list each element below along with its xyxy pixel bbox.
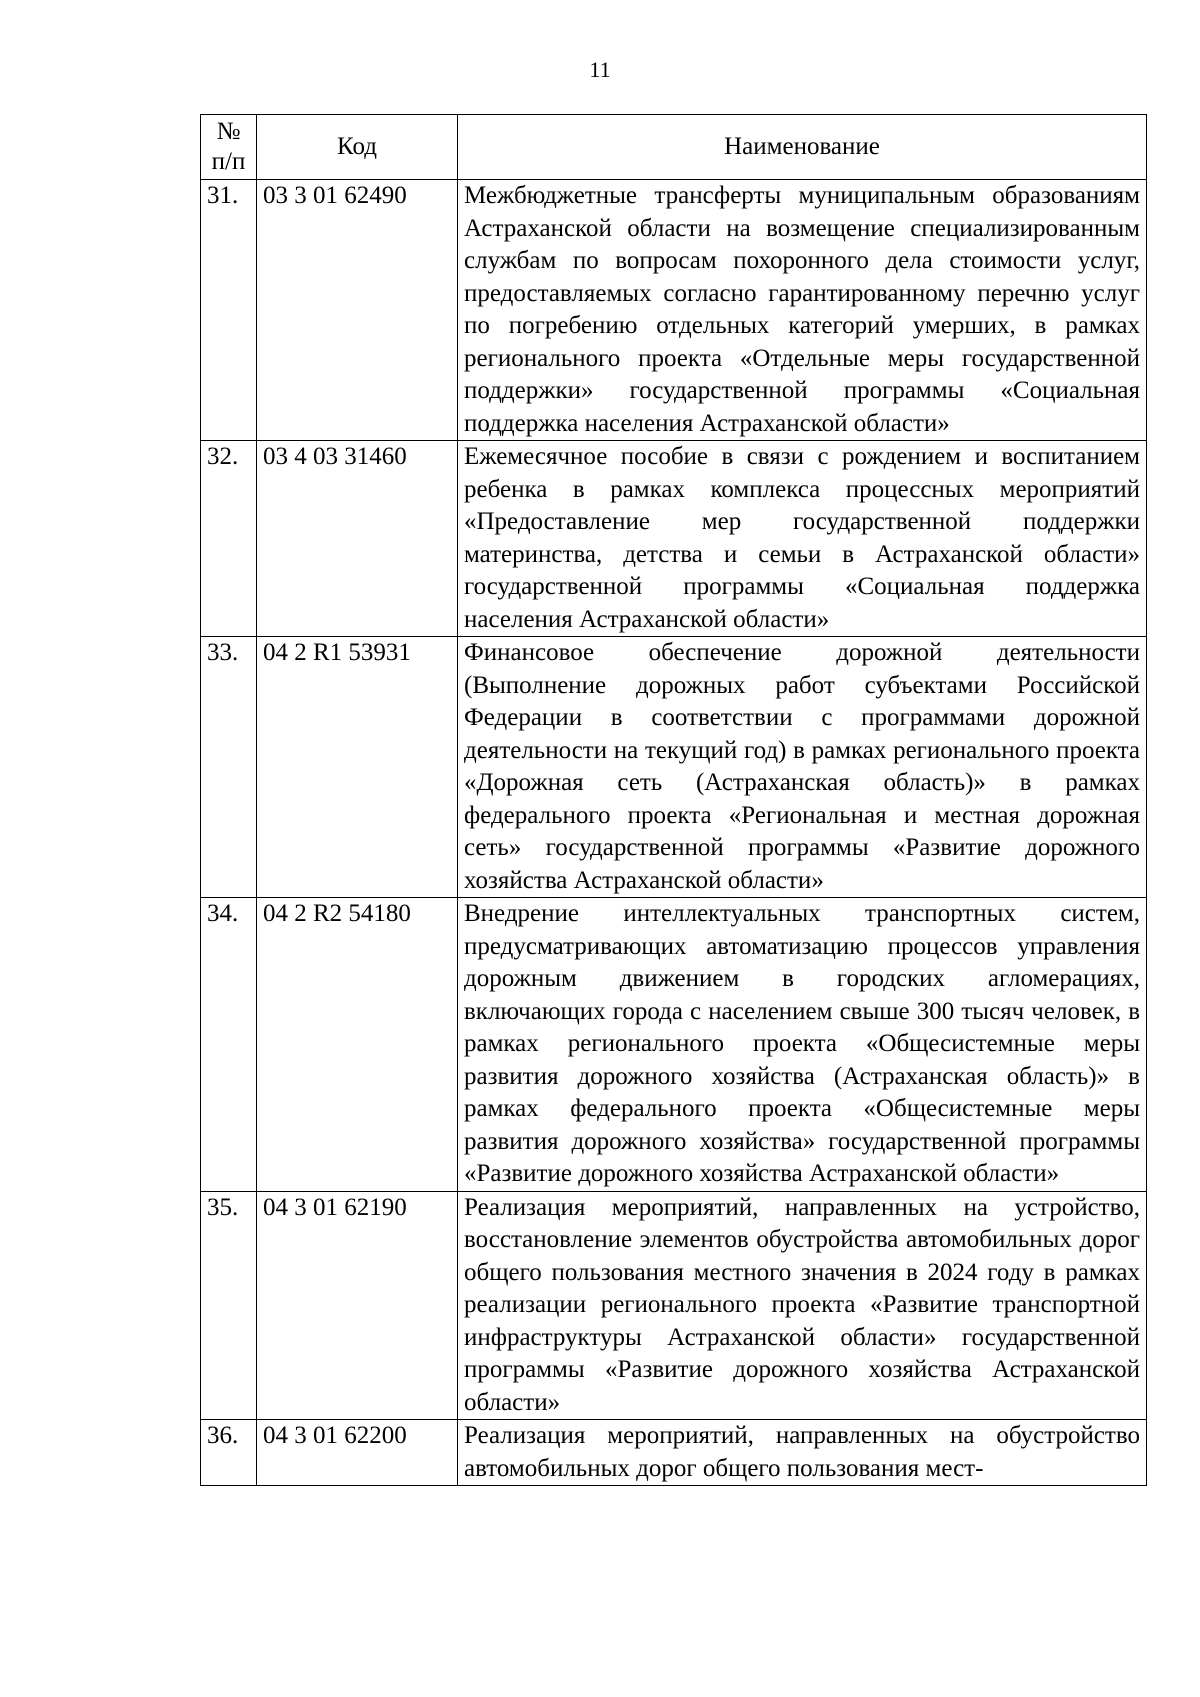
table-header-row: [201, 115, 1147, 180]
header-num-symbol: №: [216, 118, 241, 145]
row-number: 35.: [201, 1191, 257, 1420]
table-row: [201, 441, 1147, 637]
row-name: Финансовое обеспечение дорожной деятельности (Выполнение дорожных работ субъектами Российской Федерации в соответствии с программами дорожной деятельности на текущий год) в рамках регионального проекта «Дорожная сеть (Астраханская область)» в рамках федерального проекта «Региональная и местная дорожная сеть» государственной программы «Развитие дорожного хозяйства Астраханской области»: [458, 637, 1147, 898]
table-row: [201, 898, 1147, 1192]
header-code: Код: [257, 115, 458, 180]
page-number: 11: [589, 57, 611, 82]
header-num-abbr: п/п: [211, 148, 246, 175]
row-code: 04 3 01 62190: [257, 1191, 458, 1420]
row-code: 04 2 R1 53931: [257, 637, 458, 898]
table-row: [201, 1420, 1147, 1486]
table-row: [201, 1191, 1147, 1420]
row-number: 32.: [201, 441, 257, 637]
row-number: 36.: [201, 1420, 257, 1486]
row-name: Реализация мероприятий, направленных на устройство, восстановление элементов обустройства автомобильных дорог общего пользования местного значения в 2024 году в рамках реализации регионального проекта «Развитие транспортной инфраструктуры Астраханской области» государственной программы «Развитие дорожного хозяйства Астраханской области»: [458, 1191, 1147, 1420]
row-number: 33.: [201, 637, 257, 898]
row-name: Реализация мероприятий, направленных на обустройство автомобильных дорог общего пользования мест-: [458, 1420, 1147, 1486]
row-code: 04 2 R2 54180: [257, 898, 458, 1192]
row-name: Внедрение интеллектуальных транспортных систем, предусматривающих автоматизацию процессов управления дорожным движением в городских агломерациях, включающих города с населением свыше 300 тысяч человек, в рамках регионального проекта «Общесистемные меры развития дорожного хозяйства (Астраханская область)» в рамках федерального проекта «Общесистемные меры развития дорожного хозяйства» государственной программы «Развитие дорожного хозяйства Астраханской области»: [458, 898, 1147, 1192]
table-row: [201, 180, 1147, 441]
row-name: Ежемесячное пособие в связи с рождением и воспитанием ребенка в рамках комплекса процессных мероприятий «Предоставление мер государственной поддержки материнства, детства и семьи в Астраханской области» государственной программы «Социальная поддержка населения Астраханской области»: [458, 441, 1147, 637]
row-number: 31.: [201, 180, 257, 441]
header-num: [201, 115, 257, 180]
row-code: 03 4 03 31460: [257, 441, 458, 637]
row-number: 34.: [201, 898, 257, 1192]
header-name: Наименование: [458, 115, 1147, 180]
budget-code-table: [200, 114, 1147, 1486]
table-row: [201, 637, 1147, 898]
row-code: 03 3 01 62490: [257, 180, 458, 441]
row-name: Межбюджетные трансферты муниципальным образованиям Астраханской области на возмещение специализированным службам по вопросам похоронного дела стоимости услуг, предоставляемых согласно гарантированному перечню услуг по погребению отдельных категорий умерших, в рамках регионального проекта «Отдельные меры государственной поддержки» государственной программы «Социальная поддержка населения Астраханской области»: [458, 180, 1147, 441]
row-code: 04 3 01 62200: [257, 1420, 458, 1486]
